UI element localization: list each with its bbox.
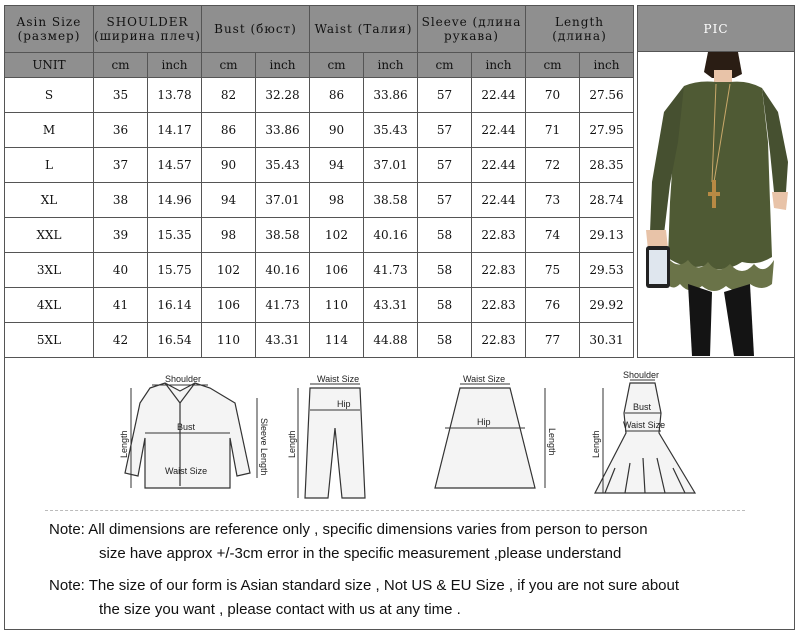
header-size: Asin Size (размер) <box>5 6 94 53</box>
unit-cm: cm <box>310 53 364 78</box>
cell-waist-in: 33.86 <box>364 78 418 113</box>
cell-bust-cm: 94 <box>202 183 256 218</box>
cell-bust-in: 33.86 <box>256 113 310 148</box>
cell-length-in: 29.92 <box>580 288 634 323</box>
cell-length-in: 29.53 <box>580 253 634 288</box>
cell-sleeve-in: 22.83 <box>472 218 526 253</box>
cell-shoulder-in: 15.35 <box>148 218 202 253</box>
unit-inch: inch <box>580 53 634 78</box>
cell-sleeve-cm: 58 <box>418 218 472 253</box>
measurement-diagrams <box>4 358 795 630</box>
cell-sleeve-in: 22.44 <box>472 148 526 183</box>
cell-length-cm: 72 <box>526 148 580 183</box>
cell-shoulder-cm: 39 <box>94 218 148 253</box>
cell-waist-in: 37.01 <box>364 148 418 183</box>
cell-sleeve-in: 22.83 <box>472 253 526 288</box>
label-hip: Hip <box>337 399 351 409</box>
cell-sleeve-cm: 57 <box>418 78 472 113</box>
cell-sleeve-cm: 57 <box>418 113 472 148</box>
cell-waist-cm: 102 <box>310 218 364 253</box>
cell-shoulder-cm: 42 <box>94 323 148 358</box>
cell-sleeve-cm: 58 <box>418 323 472 358</box>
header-sleeve: Sleeve (длина рукава) <box>418 6 526 53</box>
label-bust: Bust <box>177 422 196 432</box>
cell-waist-in: 43.31 <box>364 288 418 323</box>
cell-size: 5XL <box>5 323 94 358</box>
cell-length-in: 30.31 <box>580 323 634 358</box>
table-row <box>5 253 634 288</box>
cell-bust-in: 38.58 <box>256 218 310 253</box>
cell-bust-cm: 102 <box>202 253 256 288</box>
header-length: Length (длина) <box>526 6 634 53</box>
pants-diagram <box>305 388 365 498</box>
cell-size: S <box>5 78 94 113</box>
cell-waist-in: 44.88 <box>364 323 418 358</box>
cell-waist-in: 38.58 <box>364 183 418 218</box>
cell-bust-in: 32.28 <box>256 78 310 113</box>
cell-length-in: 29.13 <box>580 218 634 253</box>
dress-diagram <box>595 383 695 493</box>
cell-sleeve-in: 22.44 <box>472 78 526 113</box>
table-row <box>5 323 634 358</box>
cell-bust-in: 40.16 <box>256 253 310 288</box>
label-waist-size: Waist Size <box>165 466 208 476</box>
cell-shoulder-cm: 40 <box>94 253 148 288</box>
cell-sleeve-cm: 58 <box>418 288 472 323</box>
cell-waist-in: 35.43 <box>364 113 418 148</box>
cell-bust-cm: 90 <box>202 148 256 183</box>
cell-length-cm: 73 <box>526 183 580 218</box>
cell-size: XXL <box>5 218 94 253</box>
cell-shoulder-in: 14.96 <box>148 183 202 218</box>
table-row <box>5 183 634 218</box>
unit-inch: inch <box>472 53 526 78</box>
cell-waist-in: 41.73 <box>364 253 418 288</box>
label-waist-size: Waist Size <box>623 420 666 430</box>
label-bust: Bust <box>633 402 652 412</box>
table-row <box>5 78 634 113</box>
cell-bust-in: 41.73 <box>256 288 310 323</box>
cell-size: L <box>5 148 94 183</box>
cell-shoulder-in: 16.54 <box>148 323 202 358</box>
cell-bust-cm: 82 <box>202 78 256 113</box>
cell-waist-in: 40.16 <box>364 218 418 253</box>
header-shoulder: SHOULDER (ширина плеч) <box>94 6 202 53</box>
cell-length-in: 28.35 <box>580 148 634 183</box>
label-shoulder: Shoulder <box>165 374 202 384</box>
skirt-diagram <box>435 388 535 488</box>
product-photo <box>637 52 795 358</box>
table-row <box>5 288 634 323</box>
header-waist: Waist (Талия) <box>310 6 418 53</box>
note-1-line-2: size have approx +/-3cm error in the specific measurement ,please understand <box>99 545 622 562</box>
cell-shoulder-cm: 35 <box>94 78 148 113</box>
cell-shoulder-cm: 37 <box>94 148 148 183</box>
cell-size: 3XL <box>5 253 94 288</box>
cell-length-cm: 75 <box>526 253 580 288</box>
cell-sleeve-cm: 57 <box>418 148 472 183</box>
cell-shoulder-in: 16.14 <box>148 288 202 323</box>
cell-length-in: 27.56 <box>580 78 634 113</box>
note-2-line-1: Note: The size of our form is Asian standard size , Not US & EU Size , if you are not sure about <box>49 577 680 594</box>
cell-waist-cm: 86 <box>310 78 364 113</box>
header-pic: PIC <box>637 5 795 52</box>
cell-length-cm: 70 <box>526 78 580 113</box>
size-table <box>4 5 634 358</box>
label-length: Length <box>287 430 297 458</box>
model-illustration <box>638 52 794 356</box>
cell-length-cm: 77 <box>526 323 580 358</box>
cell-shoulder-cm: 36 <box>94 113 148 148</box>
cell-sleeve-in: 22.44 <box>472 183 526 218</box>
cell-waist-cm: 114 <box>310 323 364 358</box>
cell-length-in: 27.95 <box>580 113 634 148</box>
cell-waist-cm: 110 <box>310 288 364 323</box>
label-length: Length <box>591 430 601 458</box>
cell-shoulder-in: 14.17 <box>148 113 202 148</box>
cell-size: M <box>5 113 94 148</box>
table-row <box>5 148 634 183</box>
table-row <box>5 113 634 148</box>
note-2-line-2: the size you want , please contact with us at any time . <box>99 601 461 618</box>
unit-inch: inch <box>256 53 310 78</box>
table-row <box>5 218 634 253</box>
cell-bust-cm: 110 <box>202 323 256 358</box>
cell-length-cm: 76 <box>526 288 580 323</box>
label-length: Length <box>119 430 129 458</box>
cell-waist-cm: 94 <box>310 148 364 183</box>
cell-bust-cm: 86 <box>202 113 256 148</box>
label-shoulder: Shoulder <box>623 370 660 380</box>
cell-shoulder-in: 15.75 <box>148 253 202 288</box>
label-waist-size: Waist Size <box>463 374 506 384</box>
unit-cm: cm <box>202 53 256 78</box>
unit-cm: cm <box>418 53 472 78</box>
unit-cm: cm <box>526 53 580 78</box>
cell-bust-in: 35.43 <box>256 148 310 183</box>
label-hip: Hip <box>477 417 491 427</box>
cell-length-in: 28.74 <box>580 183 634 218</box>
header-bust: Bust (бюст) <box>202 6 310 53</box>
cell-waist-cm: 98 <box>310 183 364 218</box>
cell-sleeve-in: 22.83 <box>472 323 526 358</box>
cell-waist-cm: 106 <box>310 253 364 288</box>
unit-inch: inch <box>148 53 202 78</box>
note-1-line-1: Note: All dimensions are reference only , specific dimensions varies from person to person <box>49 521 648 538</box>
unit-inch: inch <box>364 53 418 78</box>
cell-size: 4XL <box>5 288 94 323</box>
cell-bust-in: 43.31 <box>256 323 310 358</box>
cell-waist-cm: 90 <box>310 113 364 148</box>
label-length: Length <box>547 428 557 456</box>
cell-shoulder-in: 13.78 <box>148 78 202 113</box>
cell-sleeve-cm: 57 <box>418 183 472 218</box>
cell-bust-cm: 98 <box>202 218 256 253</box>
label-waist-size: Waist Size <box>317 374 360 384</box>
cell-shoulder-in: 14.57 <box>148 148 202 183</box>
label-sleeve-length: Sleeve Length <box>259 418 269 476</box>
cell-sleeve-in: 22.44 <box>472 113 526 148</box>
garment-diagrams <box>5 358 794 518</box>
cell-shoulder-cm: 41 <box>94 288 148 323</box>
size-rows <box>5 78 634 358</box>
cell-sleeve-cm: 58 <box>418 253 472 288</box>
unit-label: UNIT <box>5 53 94 78</box>
cell-length-cm: 74 <box>526 218 580 253</box>
cell-bust-in: 37.01 <box>256 183 310 218</box>
unit-cm: cm <box>94 53 148 78</box>
cell-shoulder-cm: 38 <box>94 183 148 218</box>
cell-bust-cm: 106 <box>202 288 256 323</box>
divider <box>45 510 745 511</box>
cell-length-cm: 71 <box>526 113 580 148</box>
cell-sleeve-in: 22.83 <box>472 288 526 323</box>
cell-size: XL <box>5 183 94 218</box>
